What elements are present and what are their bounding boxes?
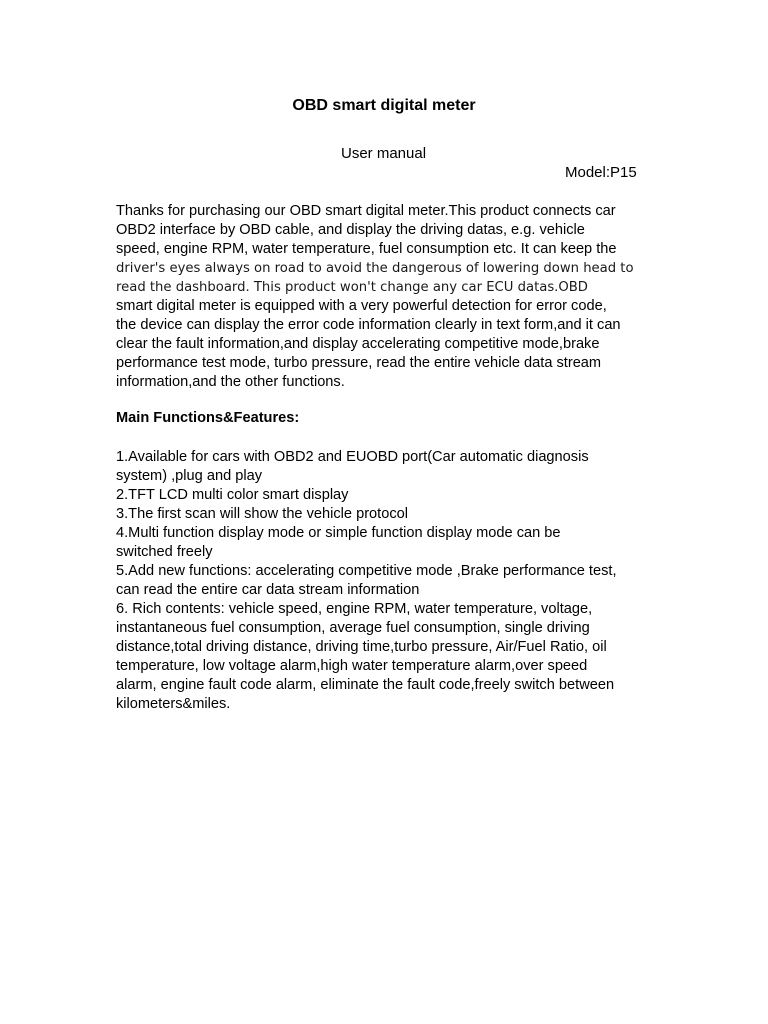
feature-line: 4.Multi function display mode or simple function display mode can be	[116, 525, 561, 541]
feature-line: kilometers&miles.	[116, 696, 231, 712]
feature-line: can read the entire car data stream information	[116, 582, 420, 598]
feature-line: 2.TFT LCD multi color smart display	[116, 487, 349, 503]
feature-line: instantaneous fuel consumption, average fuel consumption, single driving	[116, 620, 590, 636]
intro-line: speed, engine RPM, water temperature, fuel consumption etc. It can keep the	[116, 241, 617, 257]
intro-line: driver's eyes always on road to avoid the dangerous of lowering down head to	[116, 261, 634, 276]
model-number: Model:P15	[565, 164, 637, 181]
intro-paragraph	[116, 202, 656, 392]
feature-line: distance,total driving distance, driving time,turbo pressure, Air/Fuel Ratio, oil	[116, 639, 607, 655]
feature-line: 1.Available for cars with OBD2 and EUOBD port(Car automatic diagnosis	[116, 449, 589, 465]
feature-line: 6. Rich contents: vehicle speed, engine RPM, water temperature, voltage,	[116, 601, 593, 617]
feature-line: system) ,plug and play	[116, 468, 263, 484]
feature-line: alarm, engine fault code alarm, eliminate the fault code,freely switch between	[116, 677, 615, 693]
features-list	[116, 448, 656, 714]
intro-line: Thanks for purchasing our OBD smart digital meter.This product connects car	[116, 203, 616, 219]
feature-line: 5.Add new functions: accelerating competitive mode ,Brake performance test,	[116, 563, 617, 579]
intro-line: the device can display the error code information clearly in text form,and it can	[116, 317, 621, 333]
intro-line: clear the fault information,and display accelerating competitive mode,brake	[116, 336, 600, 352]
intro-line: OBD2 interface by OBD cable, and display the driving datas, e.g. vehicle	[116, 222, 585, 238]
feature-line: switched freely	[116, 544, 213, 560]
feature-line: temperature, low voltage alarm,high water temperature alarm,over speed	[116, 658, 588, 674]
document-title: OBD smart digital meter	[292, 97, 476, 114]
document-subtitle: User manual	[341, 145, 427, 162]
intro-line: information,and the other functions.	[116, 374, 345, 390]
features-heading: Main Functions&Features:	[116, 410, 300, 426]
intro-line: smart digital meter is equipped with a very powerful detection for error code,	[116, 298, 607, 314]
feature-line: 3.The first scan will show the vehicle protocol	[116, 506, 409, 522]
intro-line: performance test mode, turbo pressure, read the entire vehicle data stream	[116, 355, 602, 371]
intro-line: read the dashboard. This product won't change any car ECU datas.OBD	[116, 280, 588, 295]
